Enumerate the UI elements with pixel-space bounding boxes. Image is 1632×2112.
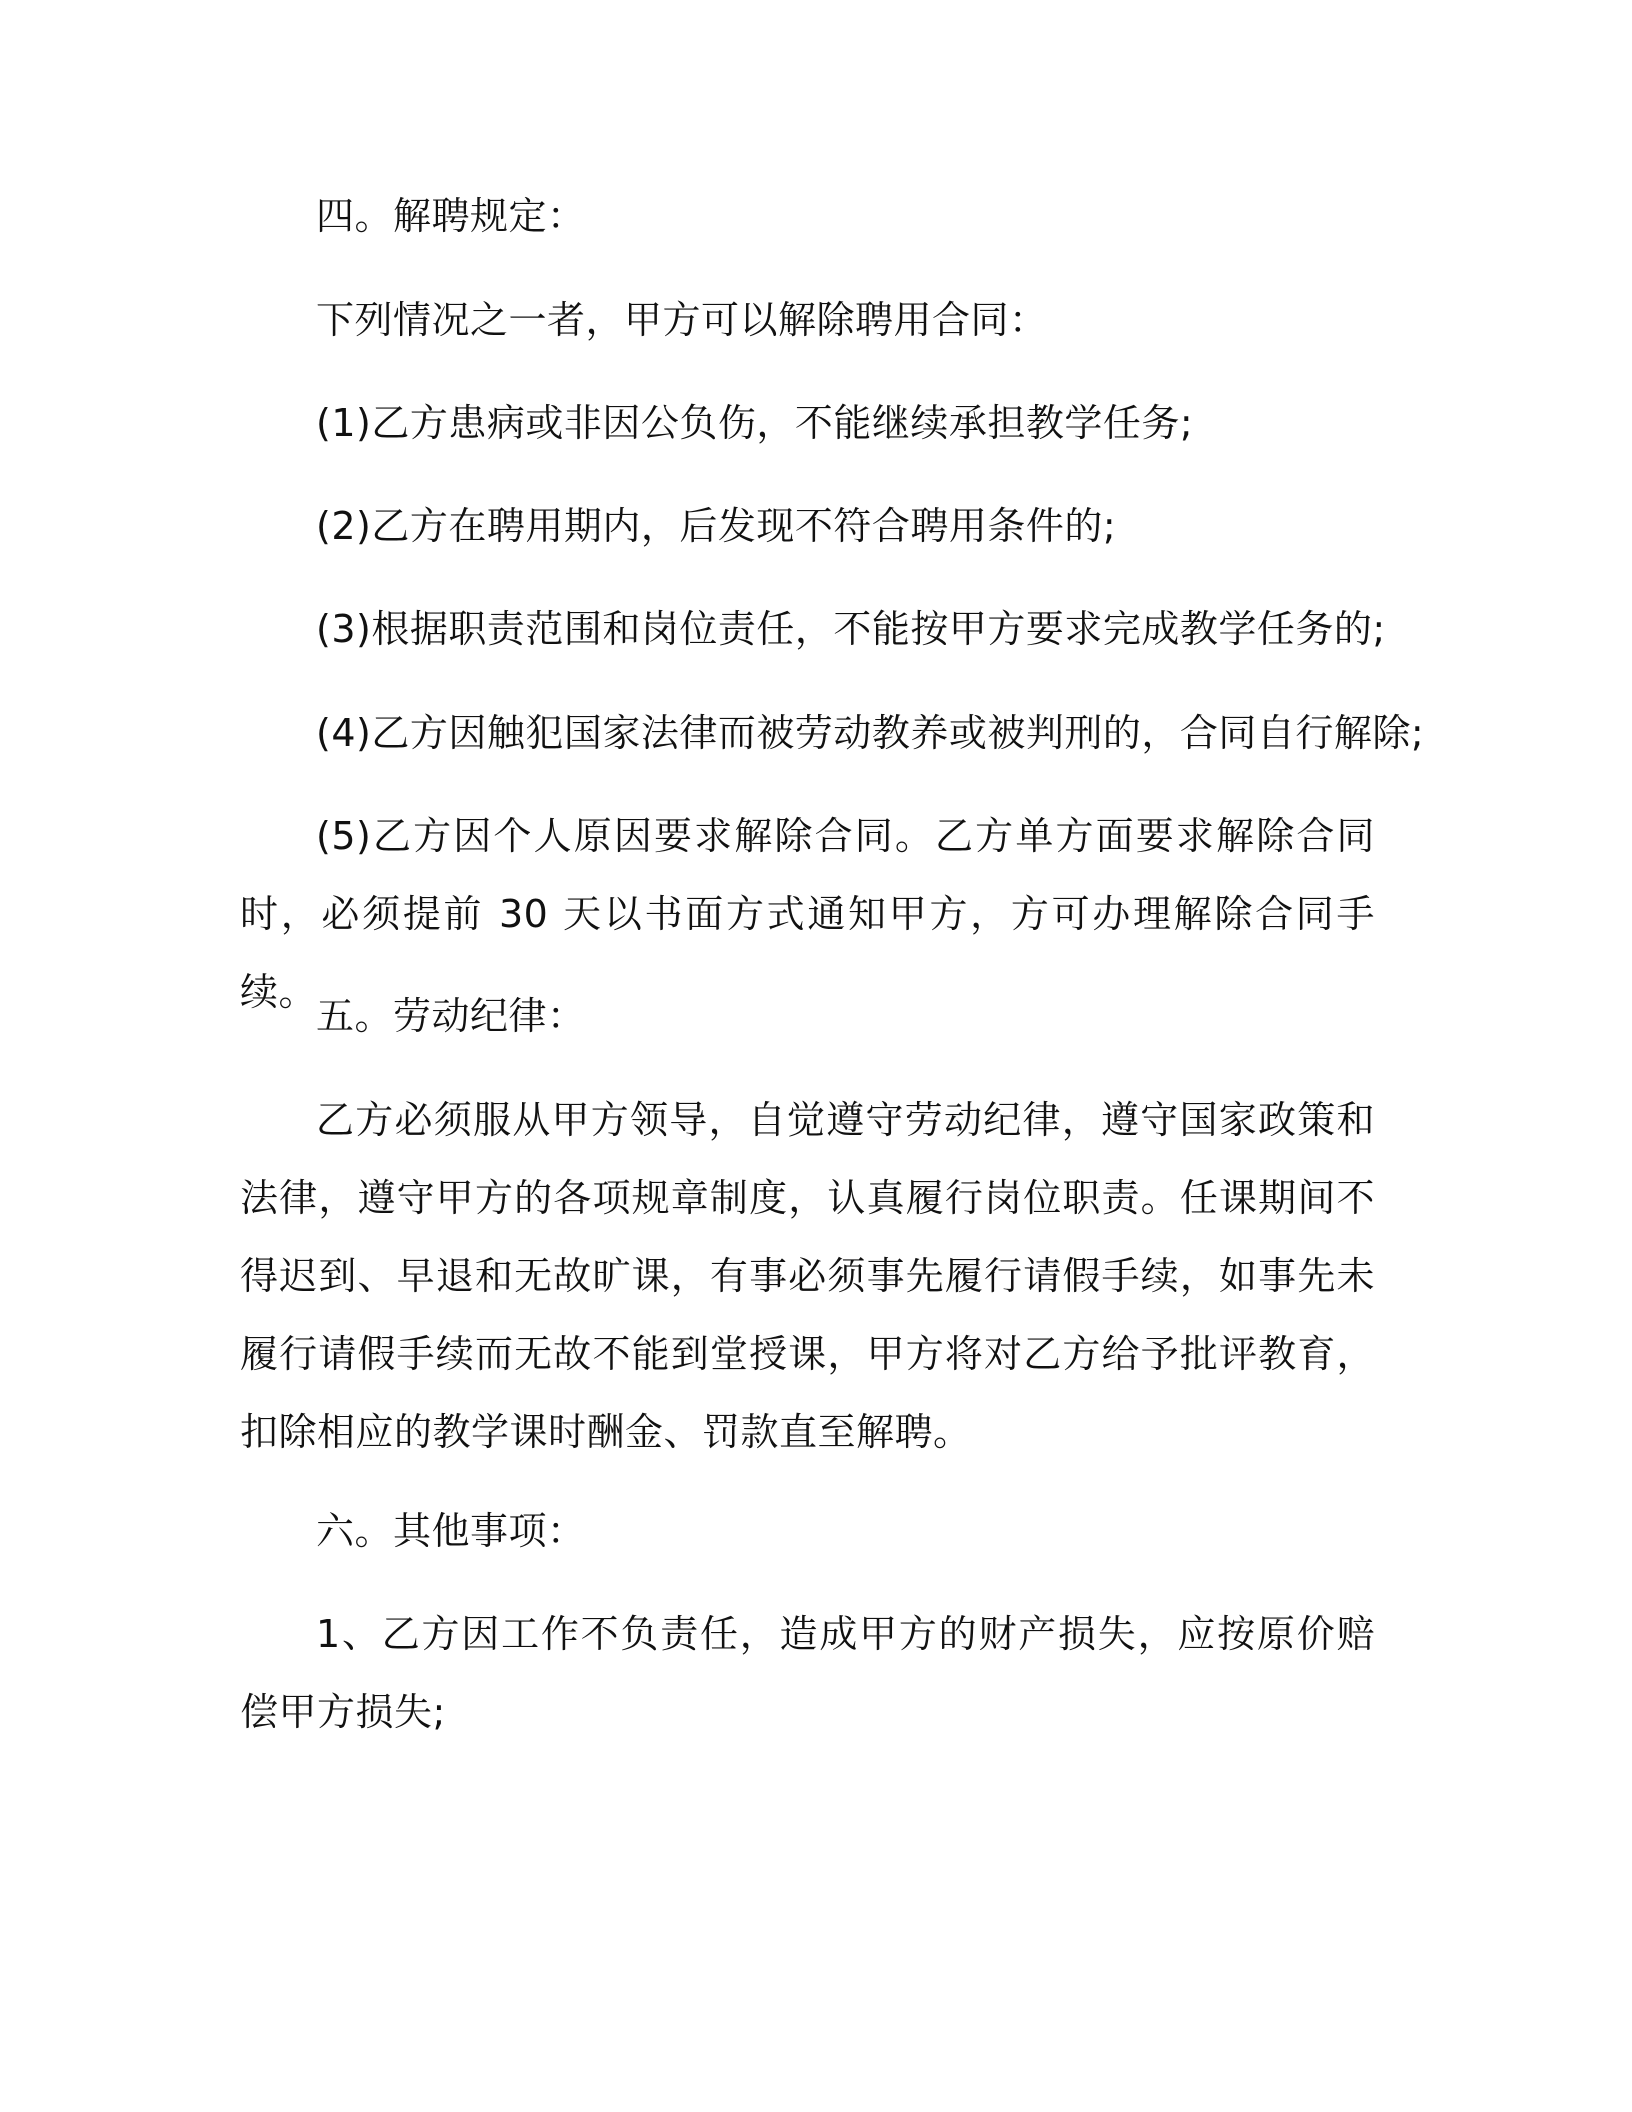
section-4-intro: 下列情况之一者，甲方可以解除聘用合同：	[316, 298, 1048, 342]
section-6-heading: 六。其他事项：	[316, 1509, 586, 1553]
section-6-item-1: 1、乙方因工作不负责任，造成甲方的财产损失，应按原价赔偿甲方损失;	[240, 1612, 1375, 1734]
section-5-body: 乙方必须服从甲方领导，自觉遵守劳动纪律，遵守国家政策和法律，遵守甲方的各项规章制度，认真履行岗位职责。任课期间不得迟到、早退和无故旷课，有事必须事先履行请假手续，如事先未履行请假手续而无故不能到堂授课，甲方将对乙方给予批评教育，扣除相应的教学课时酬金、罚款直至解聘。	[240, 1098, 1375, 1454]
section-4-heading: 四。解聘规定：	[316, 194, 586, 238]
section-4-item-1: (1)乙方患病或非因公负伤，不能继续承担教学任务;	[316, 401, 1194, 445]
section-4-item-5: (5)乙方因个人原因要求解除合同。乙方单方面要求解除合同时，必须提前 30 天以书面方式通知甲方，方可办理解除合同手续。	[240, 814, 1375, 1014]
section-5-heading: 五。劳动纪律：	[316, 994, 586, 1038]
section-4-item-3: (3)根据职责范围和岗位责任，不能按甲方要求完成教学任务的;	[316, 607, 1386, 651]
section-4-item-2: (2)乙方在聘用期内，后发现不符合聘用条件的;	[316, 504, 1117, 548]
section-4-item-4: (4)乙方因触犯国家法律而被劳动教养或被判刑的，合同自行解除;	[316, 711, 1425, 755]
